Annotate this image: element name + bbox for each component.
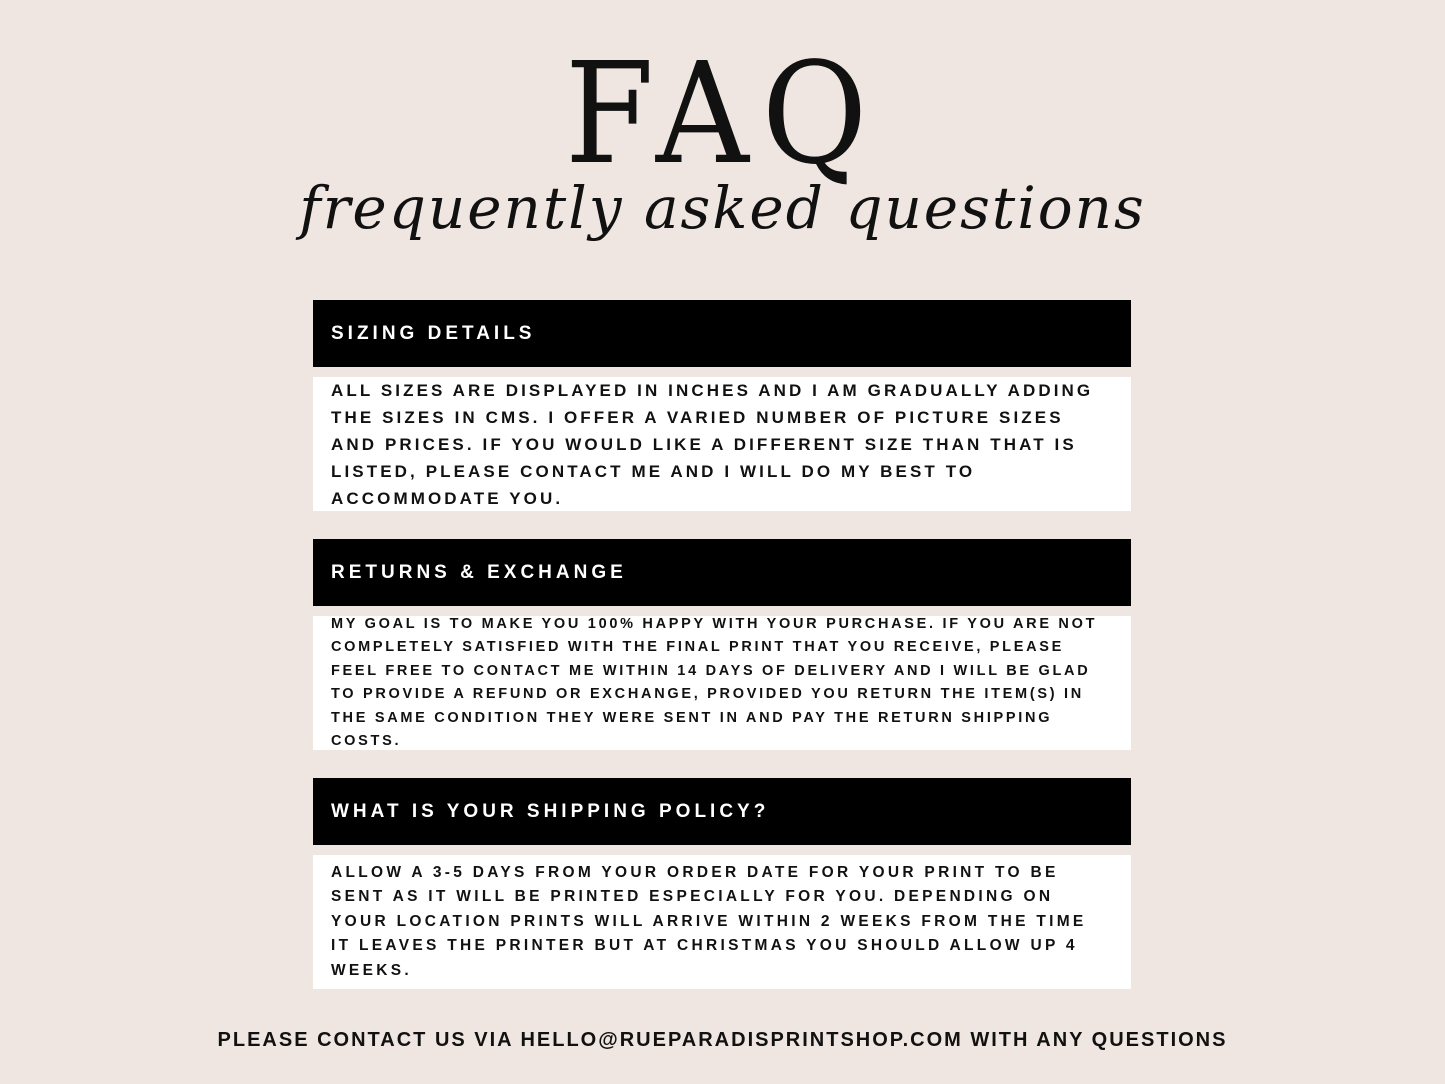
page-subtitle: frequently asked questions	[299, 174, 1146, 242]
section-heading-shipping: WHAT IS YOUR SHIPPING POLICY?	[313, 778, 1131, 845]
section-heading-sizing: SIZING DETAILS	[313, 300, 1131, 367]
section-body-sizing	[313, 377, 1131, 511]
footer-contact: PLEASE CONTACT US VIA HELLO@RUEPARADISPRINTSHOP.COM WITH ANY QUESTIONS	[217, 1029, 1228, 1051]
section-heading-returns: RETURNS & EXCHANGE	[313, 539, 1131, 606]
section-body-returns	[313, 616, 1131, 750]
section-text-sizing: ALL SIZES ARE DISPLAYED IN INCHES AND I AM GRADUALLY ADDING THE SIZES IN CMS. I OFFER A VARIED NUMBER OF PICTURE SIZES AND PRICES. IF YOU WOULD LIKE A DIFFERENT SIZE THAN THAT IS LISTED, PLEASE CONTACT ME AND I WILL DO MY BEST TO ACCOMMODATE YOU.	[331, 380, 1094, 508]
section-text-shipping: ALLOW A 3-5 DAYS FROM YOUR ORDER DATE FOR YOUR PRINT TO BE SENT AS IT WILL BE PRINTED ESPECIALLY FOR YOU. DEPENDING ON YOUR LOCATION PRINTS WILL ARRIVE WITHIN 2 WEEKS FROM THE TIME IT LEAVES THE PRINTER BUT AT CHRISTMAS YOU SHOULD ALLOW UP 4 WEEKS.	[331, 863, 1087, 979]
section-body-shipping	[313, 855, 1131, 989]
page-title: FAQ	[564, 33, 881, 196]
section-text-returns: MY GOAL IS TO MAKE YOU 100% HAPPY WITH YOUR PURCHASE. IF YOU ARE NOT COMPLETELY SATISFIED WITH THE FINAL PRINT THAT YOU RECEIVE, PLEASE FEEL FREE TO CONTACT ME WITHIN 14 DAYS OF DELIVERY AND I WILL BE GLAD TO PROVIDE A REFUND OR EXCHANGE, PROVIDED YOU RETURN THE ITEM(S) IN THE SAME CONDITION THEY WERE SENT IN AND PAY THE RETURN SHIPPING COSTS.	[331, 615, 1098, 749]
